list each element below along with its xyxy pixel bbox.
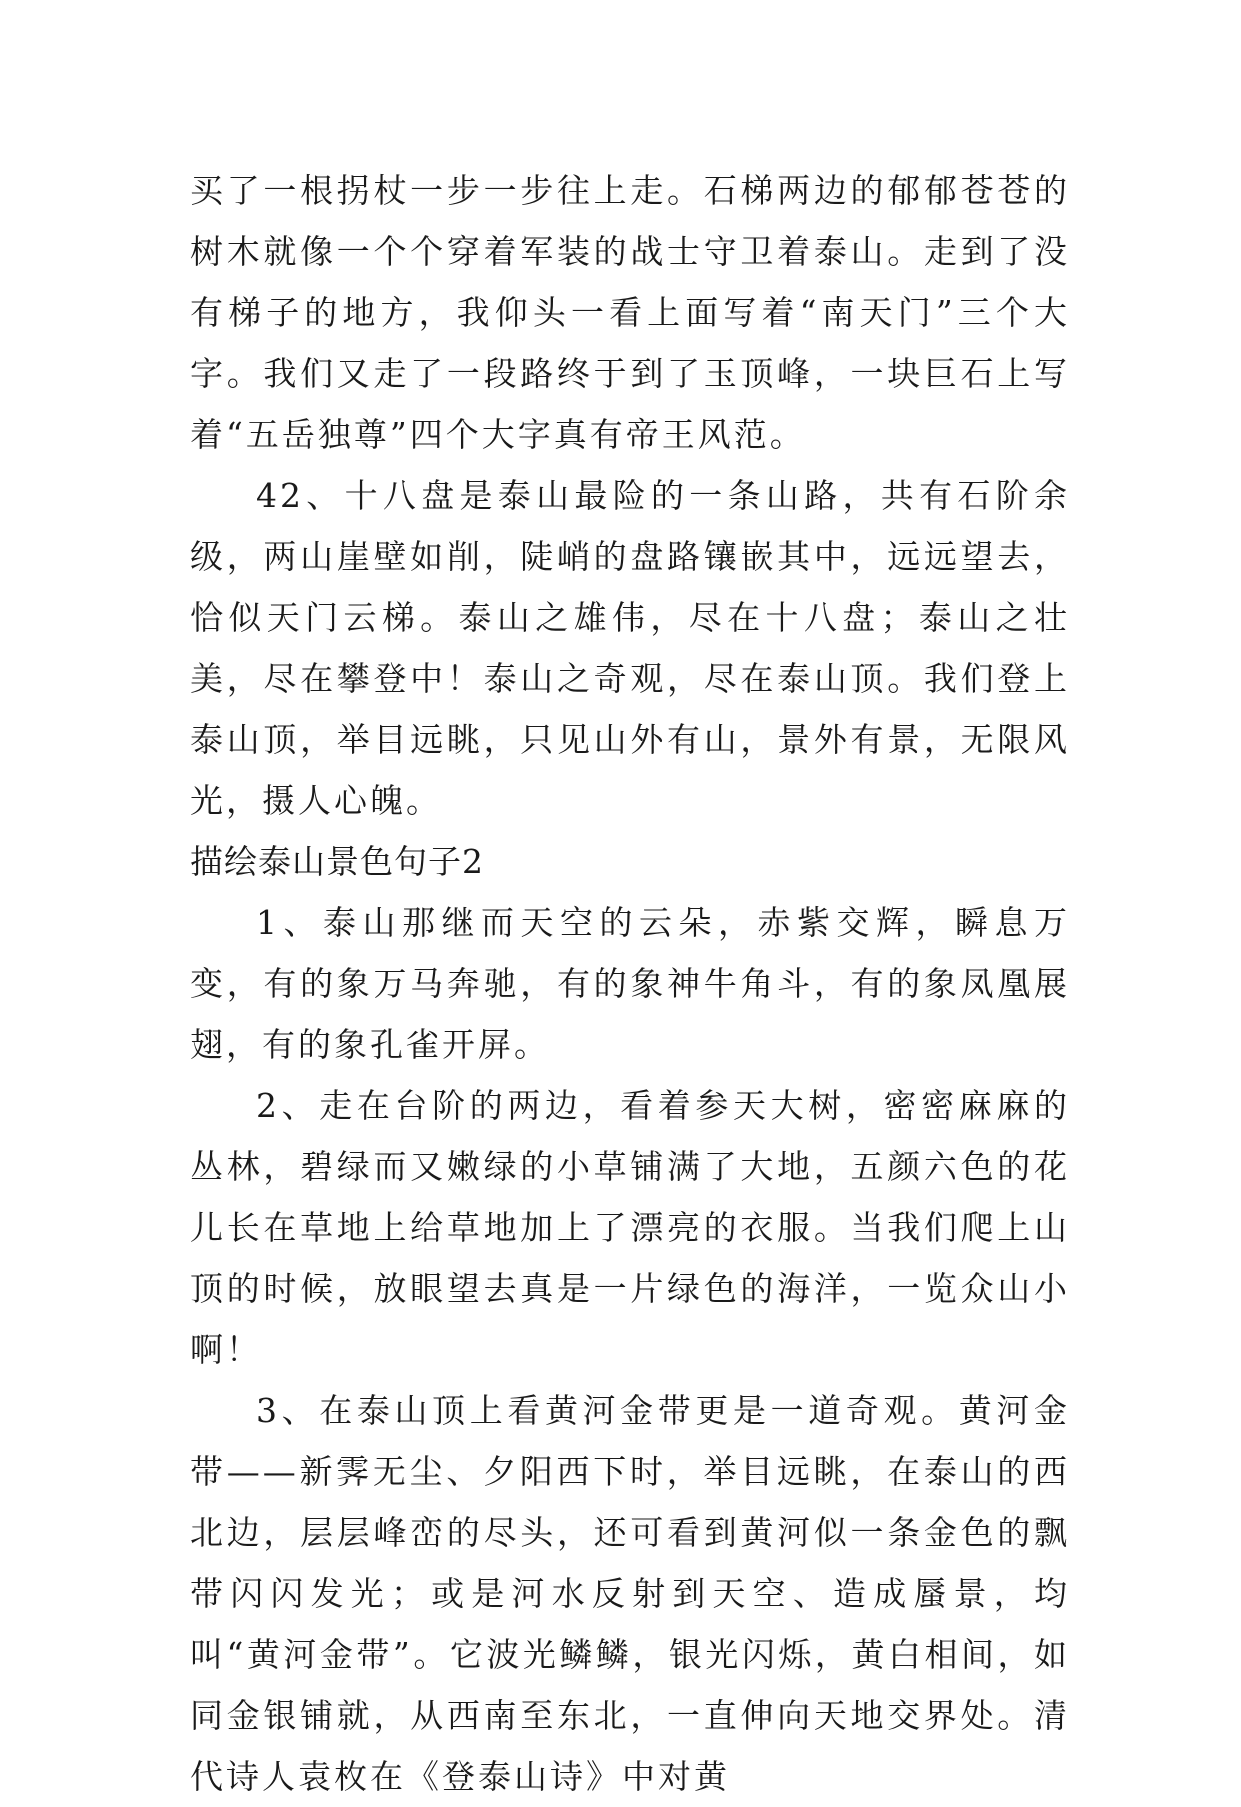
paragraph-3: 3、在泰山顶上看黄河金带更是一道奇观。黄河金带——新霁无尘、夕阳西下时，举目远眺，在泰山的西北边，层层峰峦的尽头，还可看到黄河似一条金色的飘带闪闪发光；或是河水反射到天空、造成蜃景，均叫“黄河金带”。它波光鳞鳞，银光闪烁，黄白相间，如同金银铺就，从西南至东北，一直伸向天地交界处。清代诗人袁枚在《登泰山诗》中对黄 — [190, 1391, 1070, 1796]
paragraph-42: 42、十八盘是泰山最险的一条山路，共有石阶余级，两山崖壁如削，陡峭的盘路镶嵌其中，远远望去，恰似天门云梯。泰山之雄伟，尽在十八盘；泰山之壮美，尽在攀登中！泰山之奇观，尽在泰山顶。我们登上泰山顶，举目远眺，只见山外有山，景外有景，无限风光，摄人心魄。 — [190, 476, 1070, 820]
continued-paragraph: 买了一根拐杖一步一步往上走。石梯两边的郁郁苍苍的树木就像一个个穿着军装的战士守卫着泰山。走到了没有梯子的地方，我仰头一看上面写着“南天门”三个大字。我们又走了一段路终于到了玉顶峰，一块巨石上写着“五岳独尊”四个大字真有帝王风范。 — [190, 171, 1070, 454]
document-body — [190, 160, 1070, 1807]
paragraph-2: 2、走在台阶的两边，看着参天大树，密密麻麻的丛林，碧绿而又嫩绿的小草铺满了大地，五颜六色的花儿长在草地上给草地加上了漂亮的衣服。当我们爬上山顶的时候，放眼望去真是一片绿色的海洋，一览众山小啊！ — [190, 1086, 1070, 1369]
paragraph-1: 1、泰山那继而天空的云朵，赤紫交辉，瞬息万变，有的象万马奔驰，有的象神牛角斗，有的象凤凰展翅，有的象孔雀开屏。 — [190, 903, 1070, 1064]
section-heading: 描绘泰山景色句子2 — [190, 842, 484, 881]
